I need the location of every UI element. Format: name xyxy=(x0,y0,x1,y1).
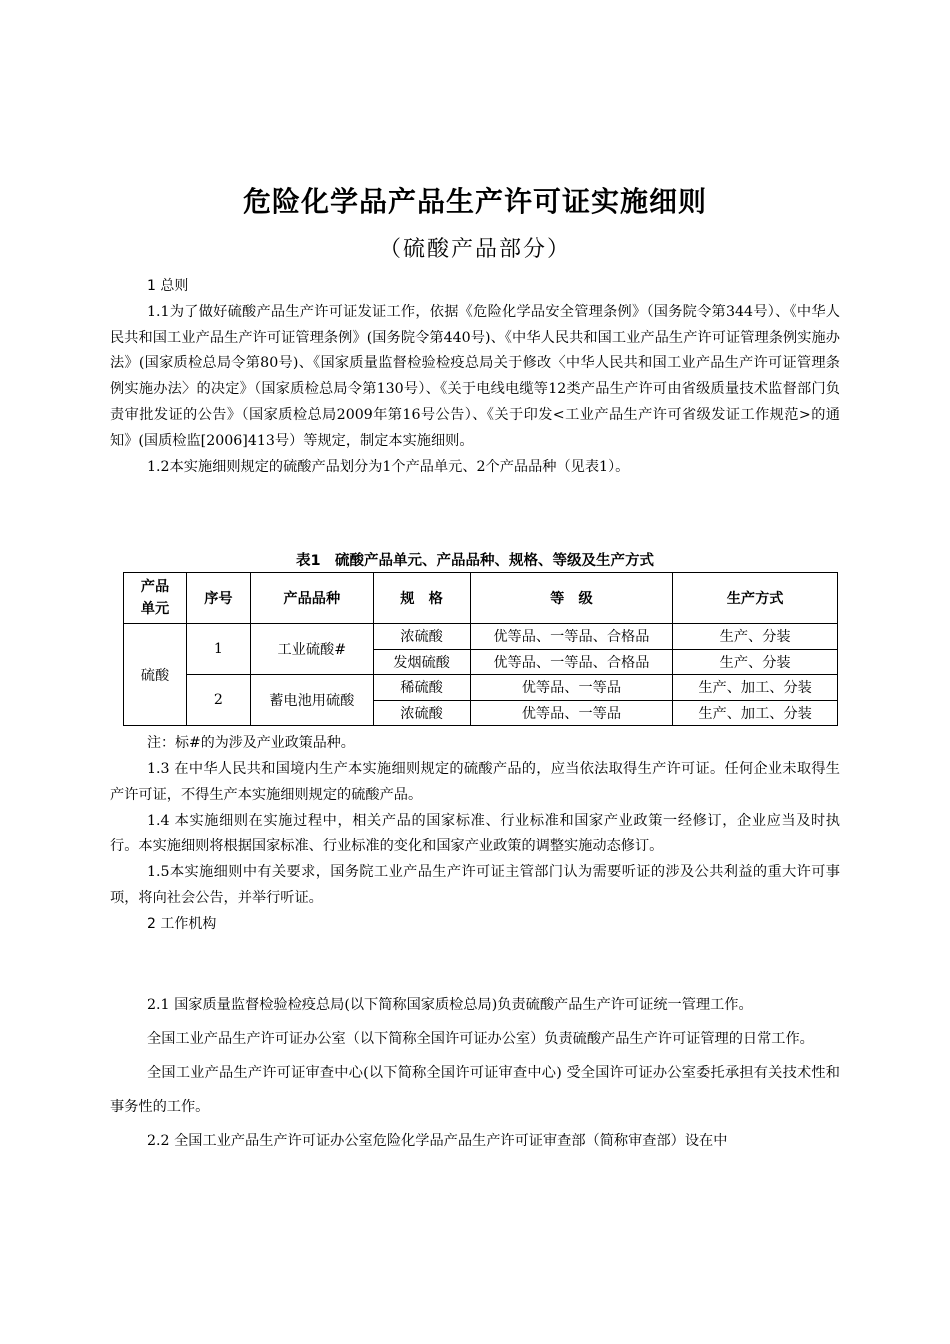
header-method: 生产方式 xyxy=(673,573,838,624)
cell-spec: 发烟硫酸 xyxy=(373,649,470,675)
cell-variety: 蓄电池用硫酸 xyxy=(250,675,373,726)
paragraph-2-2: 2.2 全国工业产品生产许可证办公室危险化学品产品生产许可证审查部（简称审查部）设在中 xyxy=(147,1133,728,1149)
cell-method: 生产、分装 xyxy=(673,649,838,675)
cell-method: 生产、加工、分装 xyxy=(673,700,838,726)
cell-spec: 稀硫酸 xyxy=(373,675,470,701)
paragraph-1-1: 1.1为了做好硫酸产品生产许可证发证工作，依据《危险化学品安全管理条例》（国务院令第344号）、《中华人民共和国工业产品生产许可证管理条例》(国务院令第440号)、《中华人民共和国工业产品生产许可证管理条例实施办法》(国家质检总局令第80号)、《国家质量监督检验检疫总局关于修改〈中华人民共和国工业产品生产许可证管理条例实施办法〉的决定》（国家质检总局令第130号）、《关于电线电缆等12类产品生产许可由省级质量技术监督部门负责审批发证的公告》（国家质检总局2009年第16号公告）、《关于印发<工业产品生产许可省级发证工作规范>的通知》(国质检监[2006]413号）等规定，制定本实施细则。 xyxy=(110,303,840,449)
cell-spec: 浓硫酸 xyxy=(373,700,470,726)
cell-variety: 工业硫酸# xyxy=(250,624,373,675)
table-note: 注：标#的为涉及产业政策品种。 xyxy=(147,735,355,751)
table-row xyxy=(124,675,838,701)
header-no: 序号 xyxy=(186,573,250,624)
cell-unit: 硫酸 xyxy=(124,624,187,726)
paragraph-2-1b: 全国工业产品生产许可证办公室（以下简称全国许可证办公室）负责硫酸产品生产许可证管理的日常工作。 xyxy=(147,1031,814,1047)
paragraph-1-4: 1.4 本实施细则在实施过程中，相关产品的国家标准、行业标准和国家产业政策一经修订，企业应当及时执行。本实施细则将根据国家标准、行业标准的变化和国家产业政策的调整实施动态修订。 xyxy=(110,812,840,855)
cell-method: 生产、分装 xyxy=(673,624,838,650)
cell-no: 1 xyxy=(186,624,250,675)
paragraph-1-2: 1.2本实施细则规定的硫酸产品划分为1个产品单元、2个产品品种（见表1）。 xyxy=(147,458,630,475)
paragraph-2-1: 2.1 国家质量监督检验检疫总局(以下简称国家质检总局)负责硫酸产品生产许可证统一管理工作。 xyxy=(147,997,753,1013)
cell-grade: 优等品、一等品 xyxy=(470,700,673,726)
section-1-block xyxy=(110,274,840,480)
cell-grade: 优等品、一等品、合格品 xyxy=(470,624,673,650)
section-1-heading: 1 总则 xyxy=(147,278,189,294)
cell-no: 2 xyxy=(186,675,250,726)
header-unit: 产品单元 xyxy=(124,573,187,624)
header-grade: 等 级 xyxy=(470,573,673,624)
table-row xyxy=(124,624,838,650)
cell-grade: 优等品、一等品 xyxy=(470,675,673,701)
cell-spec: 浓硫酸 xyxy=(373,624,470,650)
table-caption: 表1 硫酸产品单元、产品品种、规格、等级及生产方式 xyxy=(295,553,655,569)
header-variety: 产品品种 xyxy=(250,573,373,624)
section-2-heading: 2 工作机构 xyxy=(147,915,217,932)
document-subtitle: （硫酸产品部分） xyxy=(378,237,571,262)
paragraph-1-3: 1.3 在中华人民共和国境内生产本实施细则规定的硫酸产品的，应当依法取得生产许可证。任何企业未取得生产许可证，不得生产本实施细则规定的硫酸产品。 xyxy=(110,761,840,803)
product-table xyxy=(123,572,838,726)
header-spec: 规 格 xyxy=(373,573,470,624)
table-header-row xyxy=(124,573,838,624)
paragraph-2-1c: 全国工业产品生产许可证审查中心(以下简称全国许可证审查中心) 受全国许可证办公室委托承担有关技术性和事务性的工作。 xyxy=(110,1065,840,1115)
section-1-cont-block xyxy=(110,757,840,938)
cell-method: 生产、加工、分装 xyxy=(673,675,838,701)
section-2-block xyxy=(110,988,840,1158)
paragraph-1-5: 1.5本实施细则中有关要求，国务院工业产品生产许可证主管部门认为需要听证的涉及公共利益的重大许可事项，将向社会公告，并举行听证。 xyxy=(110,864,840,906)
document-title: 危险化学品产品生产许可证实施细则 xyxy=(242,185,707,218)
cell-grade: 优等品、一等品、合格品 xyxy=(470,649,673,675)
